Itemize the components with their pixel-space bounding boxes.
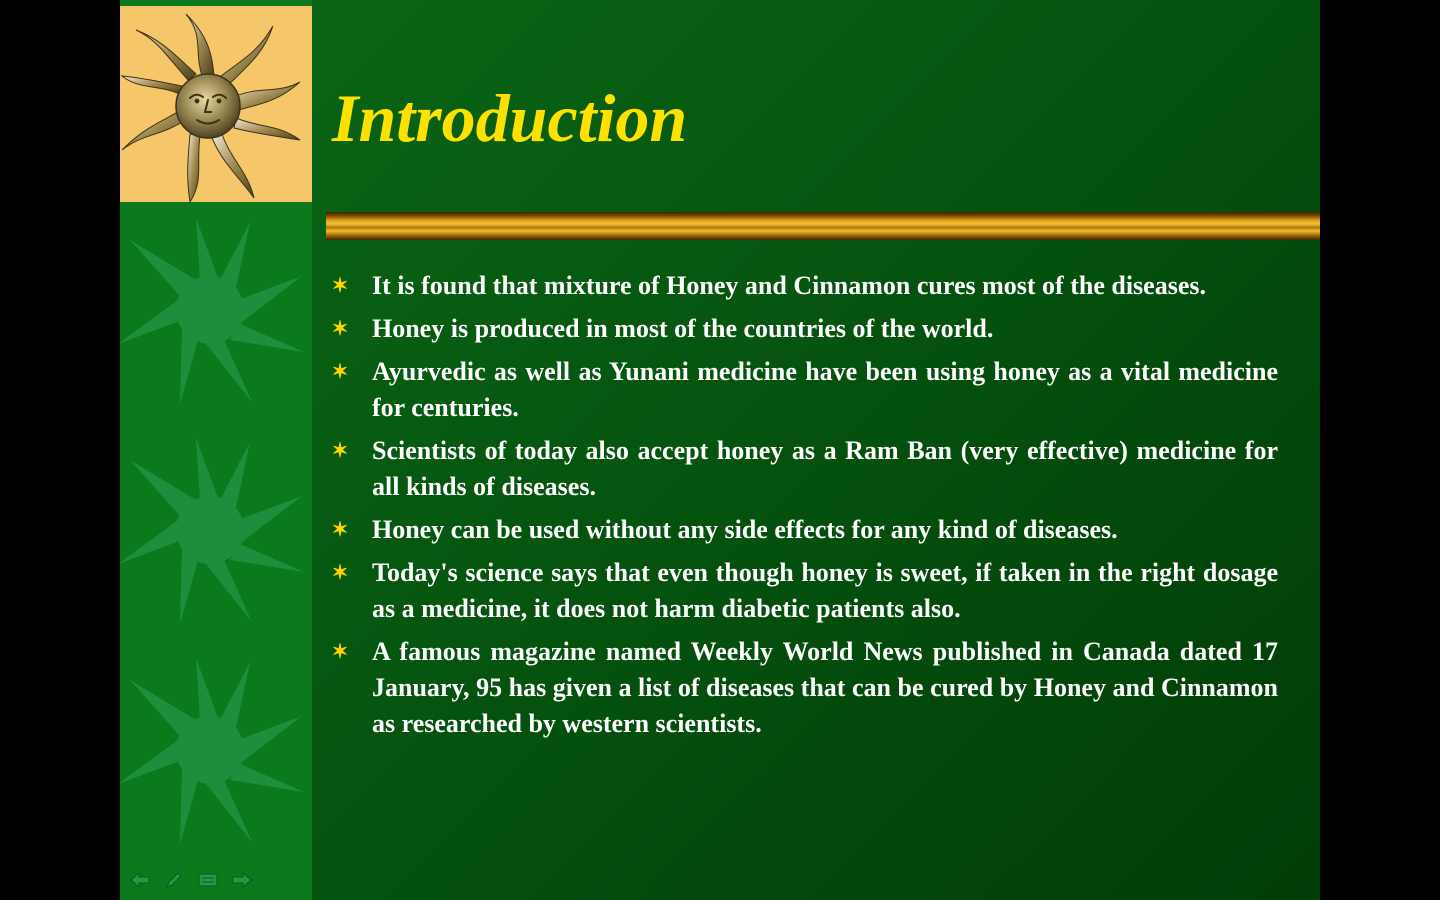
- menu-icon: [198, 872, 218, 888]
- sun-face-icon: [120, 6, 312, 202]
- bullet-item: [328, 433, 1278, 505]
- left-decorative-band: [120, 0, 312, 900]
- bullet-text: A famous magazine named Weekly World News published in Canada dated 17 January, 95 has given a list of diseases that can be cured by Honey and Cinnamon as researched by western scientists.: [372, 637, 1278, 738]
- bullet-item: [328, 555, 1278, 627]
- star-shape-icon: [120, 650, 312, 850]
- star-bullet-icon: ✶: [331, 275, 349, 297]
- slide-navigation: [128, 868, 254, 892]
- star-bullet-icon: ✶: [331, 361, 349, 383]
- bullet-list: [328, 268, 1278, 749]
- star-bullet-icon: ✶: [331, 318, 349, 340]
- bullet-text: Honey can be used without any side effects for any kind of diseases.: [372, 515, 1118, 544]
- star-shape-icon: [120, 210, 312, 410]
- previous-slide-button[interactable]: [128, 868, 152, 892]
- star-bullet-icon: ✶: [331, 440, 349, 462]
- gold-divider-bar: [326, 212, 1320, 240]
- bullet-text: Honey is produced in most of the countries of the world.: [372, 314, 994, 343]
- slide-menu-button[interactable]: [196, 868, 220, 892]
- sun-logo-box: [120, 6, 312, 202]
- bullet-text: Ayurvedic as well as Yunani medicine have been using honey as a vital medicine for centuries.: [372, 357, 1278, 422]
- star-shape-icon: [120, 430, 312, 630]
- bullet-text: Scientists of today also accept honey as a Ram Ban (very effective) medicine for all kinds of diseases.: [372, 436, 1278, 501]
- pen-tool-button[interactable]: [162, 868, 186, 892]
- arrow-right-icon: [232, 872, 252, 888]
- slide-title: Introduction: [332, 80, 688, 156]
- bullet-item: [328, 311, 1278, 347]
- bullet-item: [328, 268, 1278, 304]
- bullet-text: Today's science says that even though honey is sweet, if taken in the right dosage as a medicine, it does not harm diabetic patients also.: [372, 558, 1278, 623]
- star-bullet-icon: ✶: [331, 519, 349, 541]
- arrow-left-icon: [130, 872, 150, 888]
- bullet-item: [328, 634, 1278, 742]
- next-slide-button[interactable]: [230, 868, 254, 892]
- bullet-item: [328, 512, 1278, 548]
- star-bullet-icon: ✶: [331, 562, 349, 584]
- bullet-text: It is found that mixture of Honey and Cinnamon cures most of the diseases.: [372, 271, 1206, 300]
- slide: [120, 0, 1320, 900]
- bullet-item: [328, 354, 1278, 426]
- star-bullet-icon: ✶: [331, 641, 349, 663]
- pen-icon: [165, 871, 183, 889]
